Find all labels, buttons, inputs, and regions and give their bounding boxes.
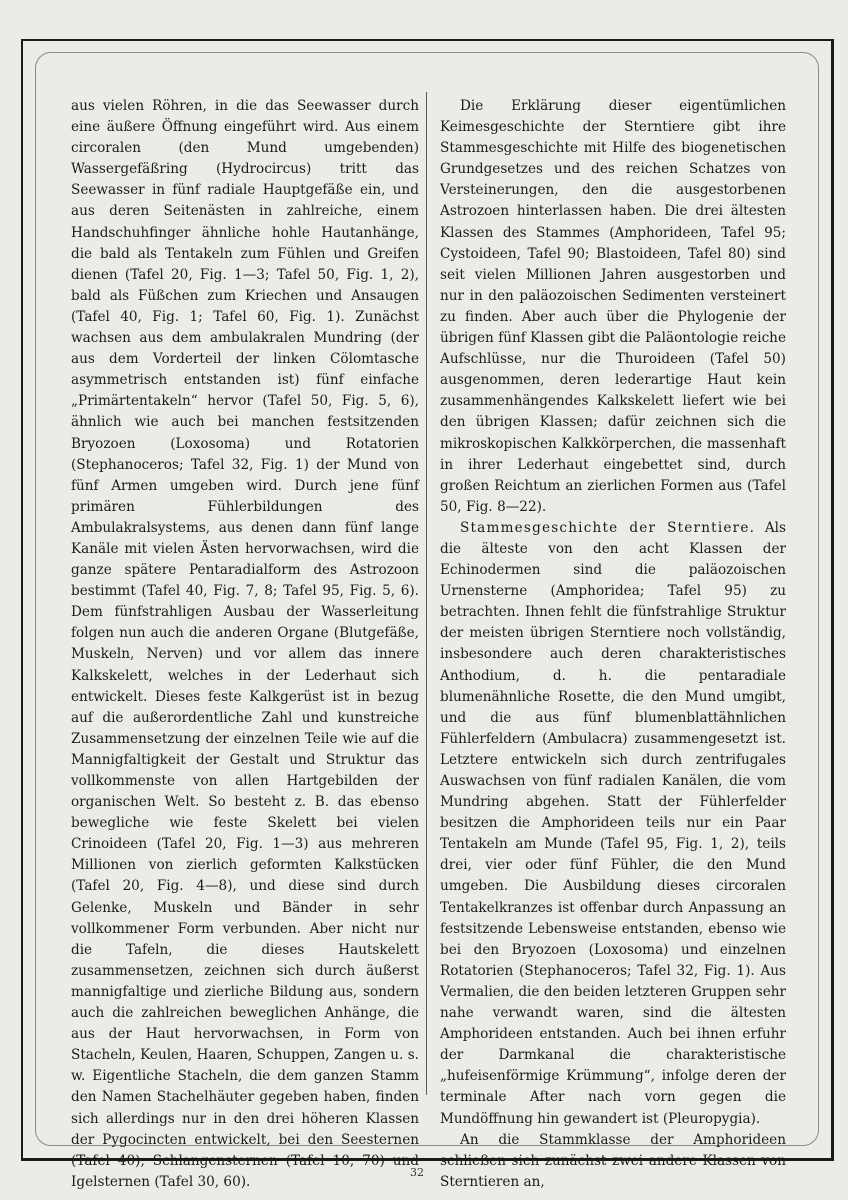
right-paragraph-1: Die Erklärung dieser eigentümlichen Keimesgeschichte der Sterntiere gibt ihre Stammesgeschichte mit Hilfe des biogenetischen Grundgesetzes und des reichen Schatzes von Versteinerungen, den die ausgestorbenen Astrozoen hinterlassen haben. Die drei ältesten Klassen des Stammes (Amphorideen, Tafel 95; Cystoideen, Tafel 90; Blastoideen, Tafel 80) sind seit vielen Millionen Jahren ausgestorben und nur in den paläozoischen Sedimenten versteinert zu finden. Aber auch über die Phylogenie der übrigen fünf Klassen gibt die Paläontologie reiche Aufschlüsse, nur die Thuroideen (Tafel 50) ausgenommen, deren lederartige Haut kein zusammenhängendes Kalkskelett liefert wie bei den übrigen Klassen; dafür zeichnen sich die mikroskopischen Kalkkörperchen, die massenhaft in ihrer Lederhaut eingebettet sind, durch großen Reichtum an zierlichen Formen aus (Tafel 50, Fig. 8—22). <box>440 98 786 515</box>
left-text-column <box>71 96 419 1193</box>
right-text-column <box>440 96 786 1193</box>
right-paragraph-3: An die Stammklasse der Amphorideen schließen sich zunächst zwei andere Klassen von Sterntieren an, <box>440 1131 786 1190</box>
column-divider <box>426 92 427 1095</box>
section-heading-stammesgeschichte: Stammesgeschichte der Sterntiere. <box>460 519 756 536</box>
right-paragraph-2 <box>440 518 786 1130</box>
page-number: 32 <box>410 1166 424 1179</box>
right-paragraph-2-body: Als die älteste von den acht Klassen der Echinodermen sind die paläozoischen Urnensterne (Amphoridea; Tafel 95) zu betrachten. Ihnen fehlt die fünfstrahlige Struktur der meisten übrigen Sterntiere noch vollständig, insbesondere auch deren charakteristisches Anthodium, d. h. die pentaradiale blumenähnliche Rosette, die den Mund umgibt, und die aus fünf blumenblattähnlichen Fühlerfeldern (Ambulacra) zusammengesetzt ist. Letztere entwickeln sich durch zentrifugales Auswachsen von fünf radialen Kanälen, die vom Mundring abgehen. Statt der Fühlerfelder besitzen die Amphorideen teils nur ein Paar Tentakeln am Munde (Tafel 95, Fig. 1, 2), teils drei, vier oder fünf Fühler, die den Mund umgeben. Die Ausbildung dieses circoralen Tentakelkranzes ist offenbar durch Anpassung an festsitzende Lebensweise entstanden, ebenso wie bei den Bryozoen (Loxosoma) und einzelnen Rotatorien (Stephanoceros; Tafel 32, Fig. 1). Aus Vermalien, die den beiden letzteren Gruppen sehr nahe verwandt waren, sind die ältesten Amphorideen entstanden. Auch bei ihnen erfuhr der Darmkanal die charakteristische „hufeisenförmige Krümmung“, infolge deren der terminale After nach vorn gegen die Mundöffnung hin gewandert ist (Pleuropygia). <box>440 519 786 1127</box>
left-paragraph-1: aus vielen Röhren, in die das Seewasser durch eine äußere Öffnung eingeführt wird. Aus einem circoralen (den Mund umgebenden) Wassergefäßring (Hydrocircus) tritt das Seewasser in fünf radiale Hauptgefäße ein, und aus deren Seitenästen in zahlreiche, einem Handschuhfinger ähnliche hohle Hautanhänge, die bald als Tentakeln zum Fühlen und Greifen dienen (Tafel 20, Fig. 1—3; Tafel 50, Fig. 1, 2), bald als Füßchen zum Kriechen und Ansaugen (Tafel 40, Fig. 1; Tafel 60, Fig. 1). Zunächst wachsen aus dem ambulakralen Mundring (der aus dem Vorderteil der linken Cölomtasche asymmetrisch entstanden ist) fünf einfache „Primärtentakeln“ hervor (Tafel 50, Fig. 5, 6), ähnlich wie auch bei manchen festsitzenden Bryozoen (Loxosoma) und Rotatorien (Stephanoceros; Tafel 32, Fig. 1) der Mund von fünf Armen umgeben wird. Durch jene fünf primären Fühlerbildungen des Ambulakralsystems, aus denen dann fünf lange Kanäle mit vielen Ästen hervorwachsen, wird die ganze spätere Pentaradialform des Astrozoon bestimmt (Tafel 40, Fig. 7, 8; Tafel 95, Fig. 5, 6). Dem fünfstrahligen Ausbau der Wasserleitung folgen nun auch die anderen Organe (Blutgefäße, Muskeln, Nerven) und vor allem das innere Kalkskelett, welches in der Lederhaut sich entwickelt. Dieses feste Kalkgerüst ist in bezug auf die außerordentliche Zahl und kunstreiche Zusammensetzung der einzelnen Teile wie auf die Mannigfaltigkeit der Gestalt und Struktur das vollkommenste von allen Hartgebilden der organischen Welt. So besteht z. B. das ebenso bewegliche wie feste Skelett bei vielen Crinoideen (Tafel 20, Fig. 1—3) aus mehreren Millionen von zierlich geformten Kalkstücken (Tafel 20, Fig. 4—8), und diese sind durch Gelenke, Muskeln und Bänder in sehr vollkommener Form verbunden. Aber nicht nur die Tafeln, die dieses Hautskelett zusammensetzen, zeichnen sich durch äußerst mannigfaltige und zierliche Bildung aus, sondern auch die zahlreichen beweglichen Anhänge, die aus der Haut hervorwachsen, in Form von Stacheln, Keulen, Haaren, Schuppen, Zangen u. s. w. Eigentliche Stacheln, die dem ganzen Stamm den Namen Stachelhäuter gegeben haben, finden sich allerdings nur in den drei höheren Klassen der Pygocincten entwickelt, bei den Seesternen (Tafel 40), Schlangensternen (Tafel 10, 70) und Igelsternen (Tafel 30, 60). <box>71 98 419 1190</box>
